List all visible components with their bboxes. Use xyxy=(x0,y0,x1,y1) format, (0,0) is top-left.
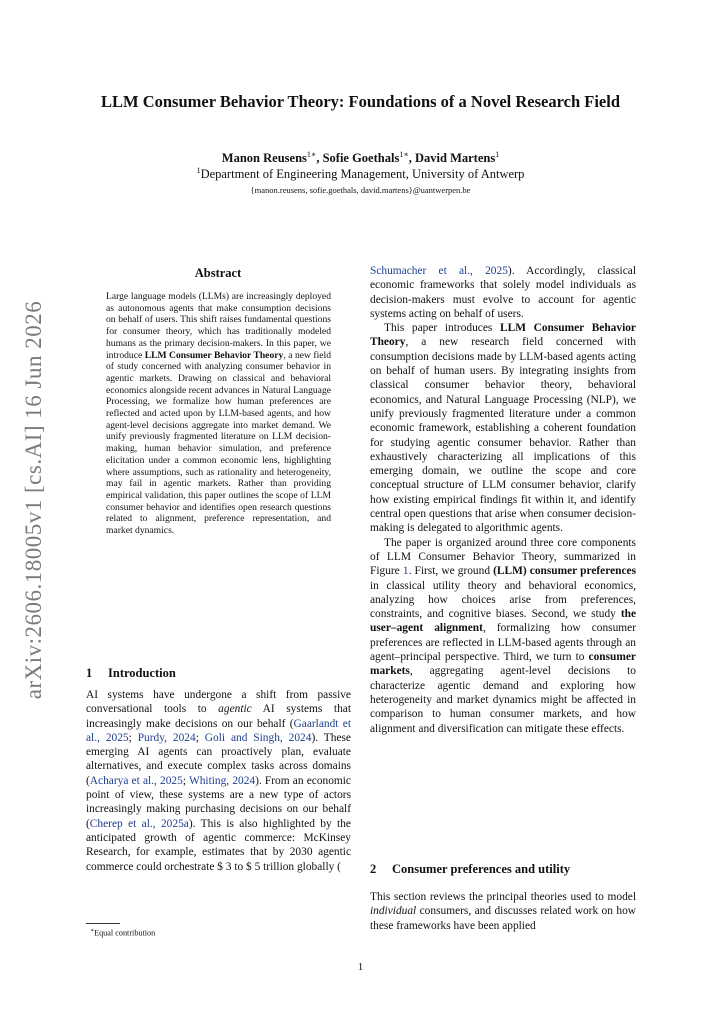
author-name: Manon Reusens xyxy=(221,151,307,166)
author-mark: 1∗ xyxy=(399,150,409,159)
section-number: 1 xyxy=(86,666,93,680)
abstract-text: Large language models (LLMs) are increasingly deployed as autonomous agents that make consumption decisions on behalf of users. This shift raises fundamental questions for consumer theory, which has traditionally modeled humans as the primary decision-makers. In this paper, we introduce xyxy=(106,291,331,361)
intro-column-right xyxy=(370,264,636,736)
author-name: Sofie Goethals xyxy=(322,151,400,166)
section2-paragraph-1: This section reviews the principal theories used to model individual consumers, and discusses related work on how these frameworks have been applied xyxy=(370,891,636,932)
affiliation xyxy=(60,166,661,182)
section-heading-introduction xyxy=(86,666,176,681)
citation-link[interactable]: Whiting, 2024 xyxy=(188,774,256,787)
intro-paragraph-2: This paper introduces LLM Consumer Behavior Theory, a new research field concerned with consumption decisions made by LLM-based agents acting on behalf of human users. By integrating insights from classical consumer behavior theory, behavioral economics, and Natural Language Processing (NLP), we unify previously fragmented literature under a common economic framework, establishing a coherent foundation for studying agentic consumer behavior. Rather than exhaustively characterizing all implications of this emerging domain, we outline the scope and core conceptual structure of LLM consumer behavior, clarify how existing empirical findings fit within it, and identify central open questions that arise when consumer decision-making is delegated to algorithmic agents. xyxy=(370,322,636,535)
citation-link[interactable]: Cherep et al., 2025a xyxy=(89,817,189,830)
footnote-divider xyxy=(86,923,120,924)
citation-link[interactable]: Purdy, 2024 xyxy=(137,731,196,744)
intro-paragraph-3: The paper is organized around three core components of LLM Consumer Behavior Theory, summarized in Figure 1. First, we ground (LLM) consumer preferences in classical utility theory and behavioral economics, analyzing how choices arise from preferences, constraints, and cognitive biases. Second, we study the user–agent alignment, formalizing how consumer preferences are reflected in LLM-based agents through an agent–principal perspective. Third, we turn to consumer markets, aggregating agent-level decisions to characterize agentic demand and exploring how heterogeneity and market dynamics might be affected in comparison to human consumer markets, and how alignment and diversification can mitigate these effects. xyxy=(370,536,637,735)
intro-paragraph-1: AI systems have undergone a shift from passive conversational tools to agentic AI systems that increasingly make decisions on our behalf (Gaarlandt et al., 2025; Purdy, 2024; Goli and Singh, 2024). These emerging AI agents can proactively plan, evaluate alternatives, and execute complex tasks across domains (Acharya et al., 2025; Whiting, 2024). From an economic point of view, these systems are a new type of actors increasingly making purchasing decisions on our behalf (Cherep et al., 2025a). This is also highlighted by the anticipated growth of agentic commerce: McKinsey Research, for example, estimates that by 2030 agentic commerce could orchestrate $ 3 to $ 5 trillion globally ( xyxy=(86,689,351,873)
page-number: 1 xyxy=(357,961,364,973)
footnote xyxy=(90,927,155,938)
author-emails: {manon.reusens, sofie.goethals, david.martens}@uantwerpen.be xyxy=(250,185,471,195)
paper-title: LLM Consumer Behavior Theory: Foundations of a Novel Research Field xyxy=(101,92,620,111)
figure-link[interactable]: 1 xyxy=(402,565,409,578)
author-name: David Martens xyxy=(415,151,496,166)
author-mark: 1∗ xyxy=(306,150,317,159)
abstract-heading: Abstract xyxy=(194,266,242,280)
citation-link[interactable]: Gaarlandt et al., 2025 xyxy=(86,717,351,744)
author-mark: 1 xyxy=(495,150,500,159)
citation-link[interactable]: Schumacher et al., 2025 xyxy=(370,265,508,277)
author-list: Manon Reusens$^{1∗}$, Sofie Goethals$^{1∗}$, David Martens$^1$ xyxy=(221,150,500,166)
citation-link[interactable]: Acharya et al., 2025 xyxy=(89,774,183,787)
intro-paragraph-1-continued: Schumacher et al., 2025). Accordingly, classical economic frameworks that solely model individuals as decision-makers must evolve to account for agentic systems acting on behalf of users. xyxy=(370,265,636,320)
affiliation-mark: 1 xyxy=(196,166,201,175)
affiliation-text: Department of Engineering Management, University of Antwerp xyxy=(200,167,525,182)
arxiv-identifier xyxy=(4,300,64,700)
abstract-emphasis: LLM Consumer Behavior Theory xyxy=(144,349,284,361)
arxiv-id-text: arXiv:2606.18005v1 [cs.AI] 16 Jun 2026 xyxy=(21,300,46,700)
section-title: Introduction xyxy=(108,666,176,680)
section-title: Consumer preferences and utility xyxy=(392,862,571,876)
abstract-text: , a new field of study concerned with analyzing consumer behavior in agentic markets. Drawing on classical and behavioral economics alongside recent advances in Natural Language Processing, we formalize how human preferences are reflected and acted upon by LLM-based agents, and how agent-level decisions aggregate into market demand. We unify previously fragmented literature on LLM decision-making, human behavior simulation, and preference elicitation under a common economic lens, highlighting where assumptions, such as rationality and heterogeneity, may fail in agentic markets. Rather than providing empirical validation, this paper outlines the scope of LLM consumer behavior and identifies open research questions related to alignment, preference representation, and market dynamics. xyxy=(106,349,331,537)
section-heading-consumer-preferences xyxy=(370,862,570,877)
footnote-mark: ∗ xyxy=(90,928,95,934)
citation-link[interactable]: Goli and Singh, 2024 xyxy=(204,731,312,744)
section-number: 2 xyxy=(370,862,377,876)
footnote-text: Equal contribution xyxy=(94,928,156,938)
abstract-body xyxy=(106,291,331,537)
